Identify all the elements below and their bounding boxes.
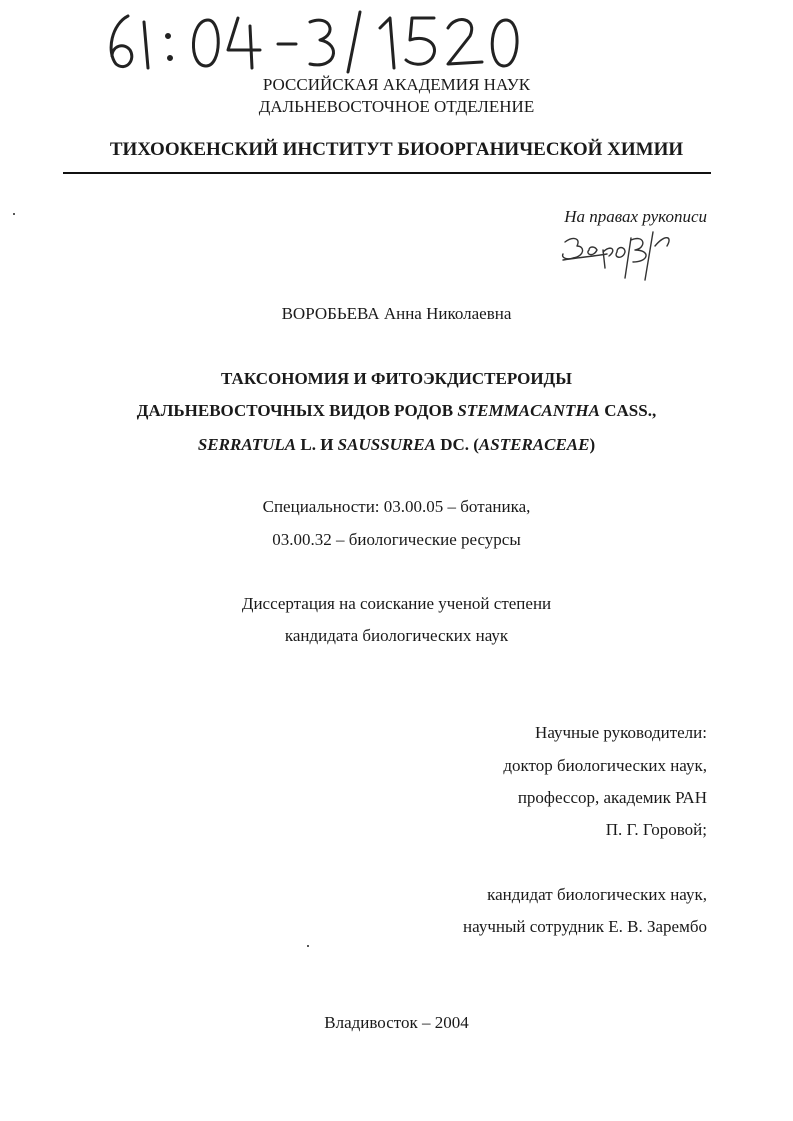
title-text: )	[589, 435, 596, 454]
handwritten-archive-number	[98, 6, 528, 76]
header-divider	[63, 172, 711, 174]
scan-speck	[307, 945, 309, 947]
supervisors-heading: Научные руководители:	[535, 723, 707, 742]
specialty-line-1: Специальности: 03.00.05 – ботаника,	[262, 497, 531, 516]
title-text: DC. (	[435, 435, 479, 454]
genus-serratula: SERRATULA	[197, 435, 297, 454]
author-signature	[555, 228, 685, 283]
supervisor-1-name: П. Г. Горовой;	[605, 820, 707, 839]
city-year: Владивосток – 2004	[324, 1013, 469, 1032]
thesis-title-line-3	[0, 435, 793, 455]
branch-name: ДАЛЬНЕВОСТОЧНОЕ ОТДЕЛЕНИЕ	[258, 97, 535, 116]
author-name: ВОРОБЬЕВА Анна Николаевна	[281, 304, 512, 323]
supervisor-1-degree: доктор биологических наук,	[503, 756, 707, 775]
genus-stemmacantha: STEMMACANTHA	[457, 401, 600, 420]
institute-name: ТИХООКЕНСКИЙ ИНСТИТУТ БИООРГАНИЧЕСКОЙ ХИМИИ	[109, 139, 684, 160]
family-asteraceae: ASTERACEAE	[478, 435, 590, 454]
title-text: CASS.,	[600, 401, 657, 420]
supervisor-1-title: профессор, академик РАН	[517, 788, 707, 807]
title-text: L. И	[296, 435, 338, 454]
degree-line-2: кандидата биологических наук	[284, 626, 509, 645]
thesis-title-line-1: ТАКСОНОМИЯ И ФИТОЭКДИСТЕРОИДЫ	[221, 369, 572, 388]
supervisor-2-degree: кандидат биологических наук,	[487, 885, 707, 904]
degree-line-1: Диссертация на соискание ученой степени	[241, 594, 552, 613]
title-text: ДАЛЬНЕВОСТОЧНЫХ ВИДОВ РОДОВ	[136, 401, 458, 420]
scan-speck	[13, 213, 15, 215]
genus-saussurea: SAUSSUREA	[337, 435, 436, 454]
academy-name: РОССИЙСКАЯ АКАДЕМИЯ НАУК	[262, 75, 531, 94]
specialty-line-2: 03.00.32 – биологические ресурсы	[272, 530, 521, 549]
thesis-title-line-2	[0, 401, 793, 421]
manuscript-note: На правах рукописи	[564, 207, 707, 226]
supervisor-2-name: научный сотрудник Е. В. Зарембо	[463, 917, 707, 936]
